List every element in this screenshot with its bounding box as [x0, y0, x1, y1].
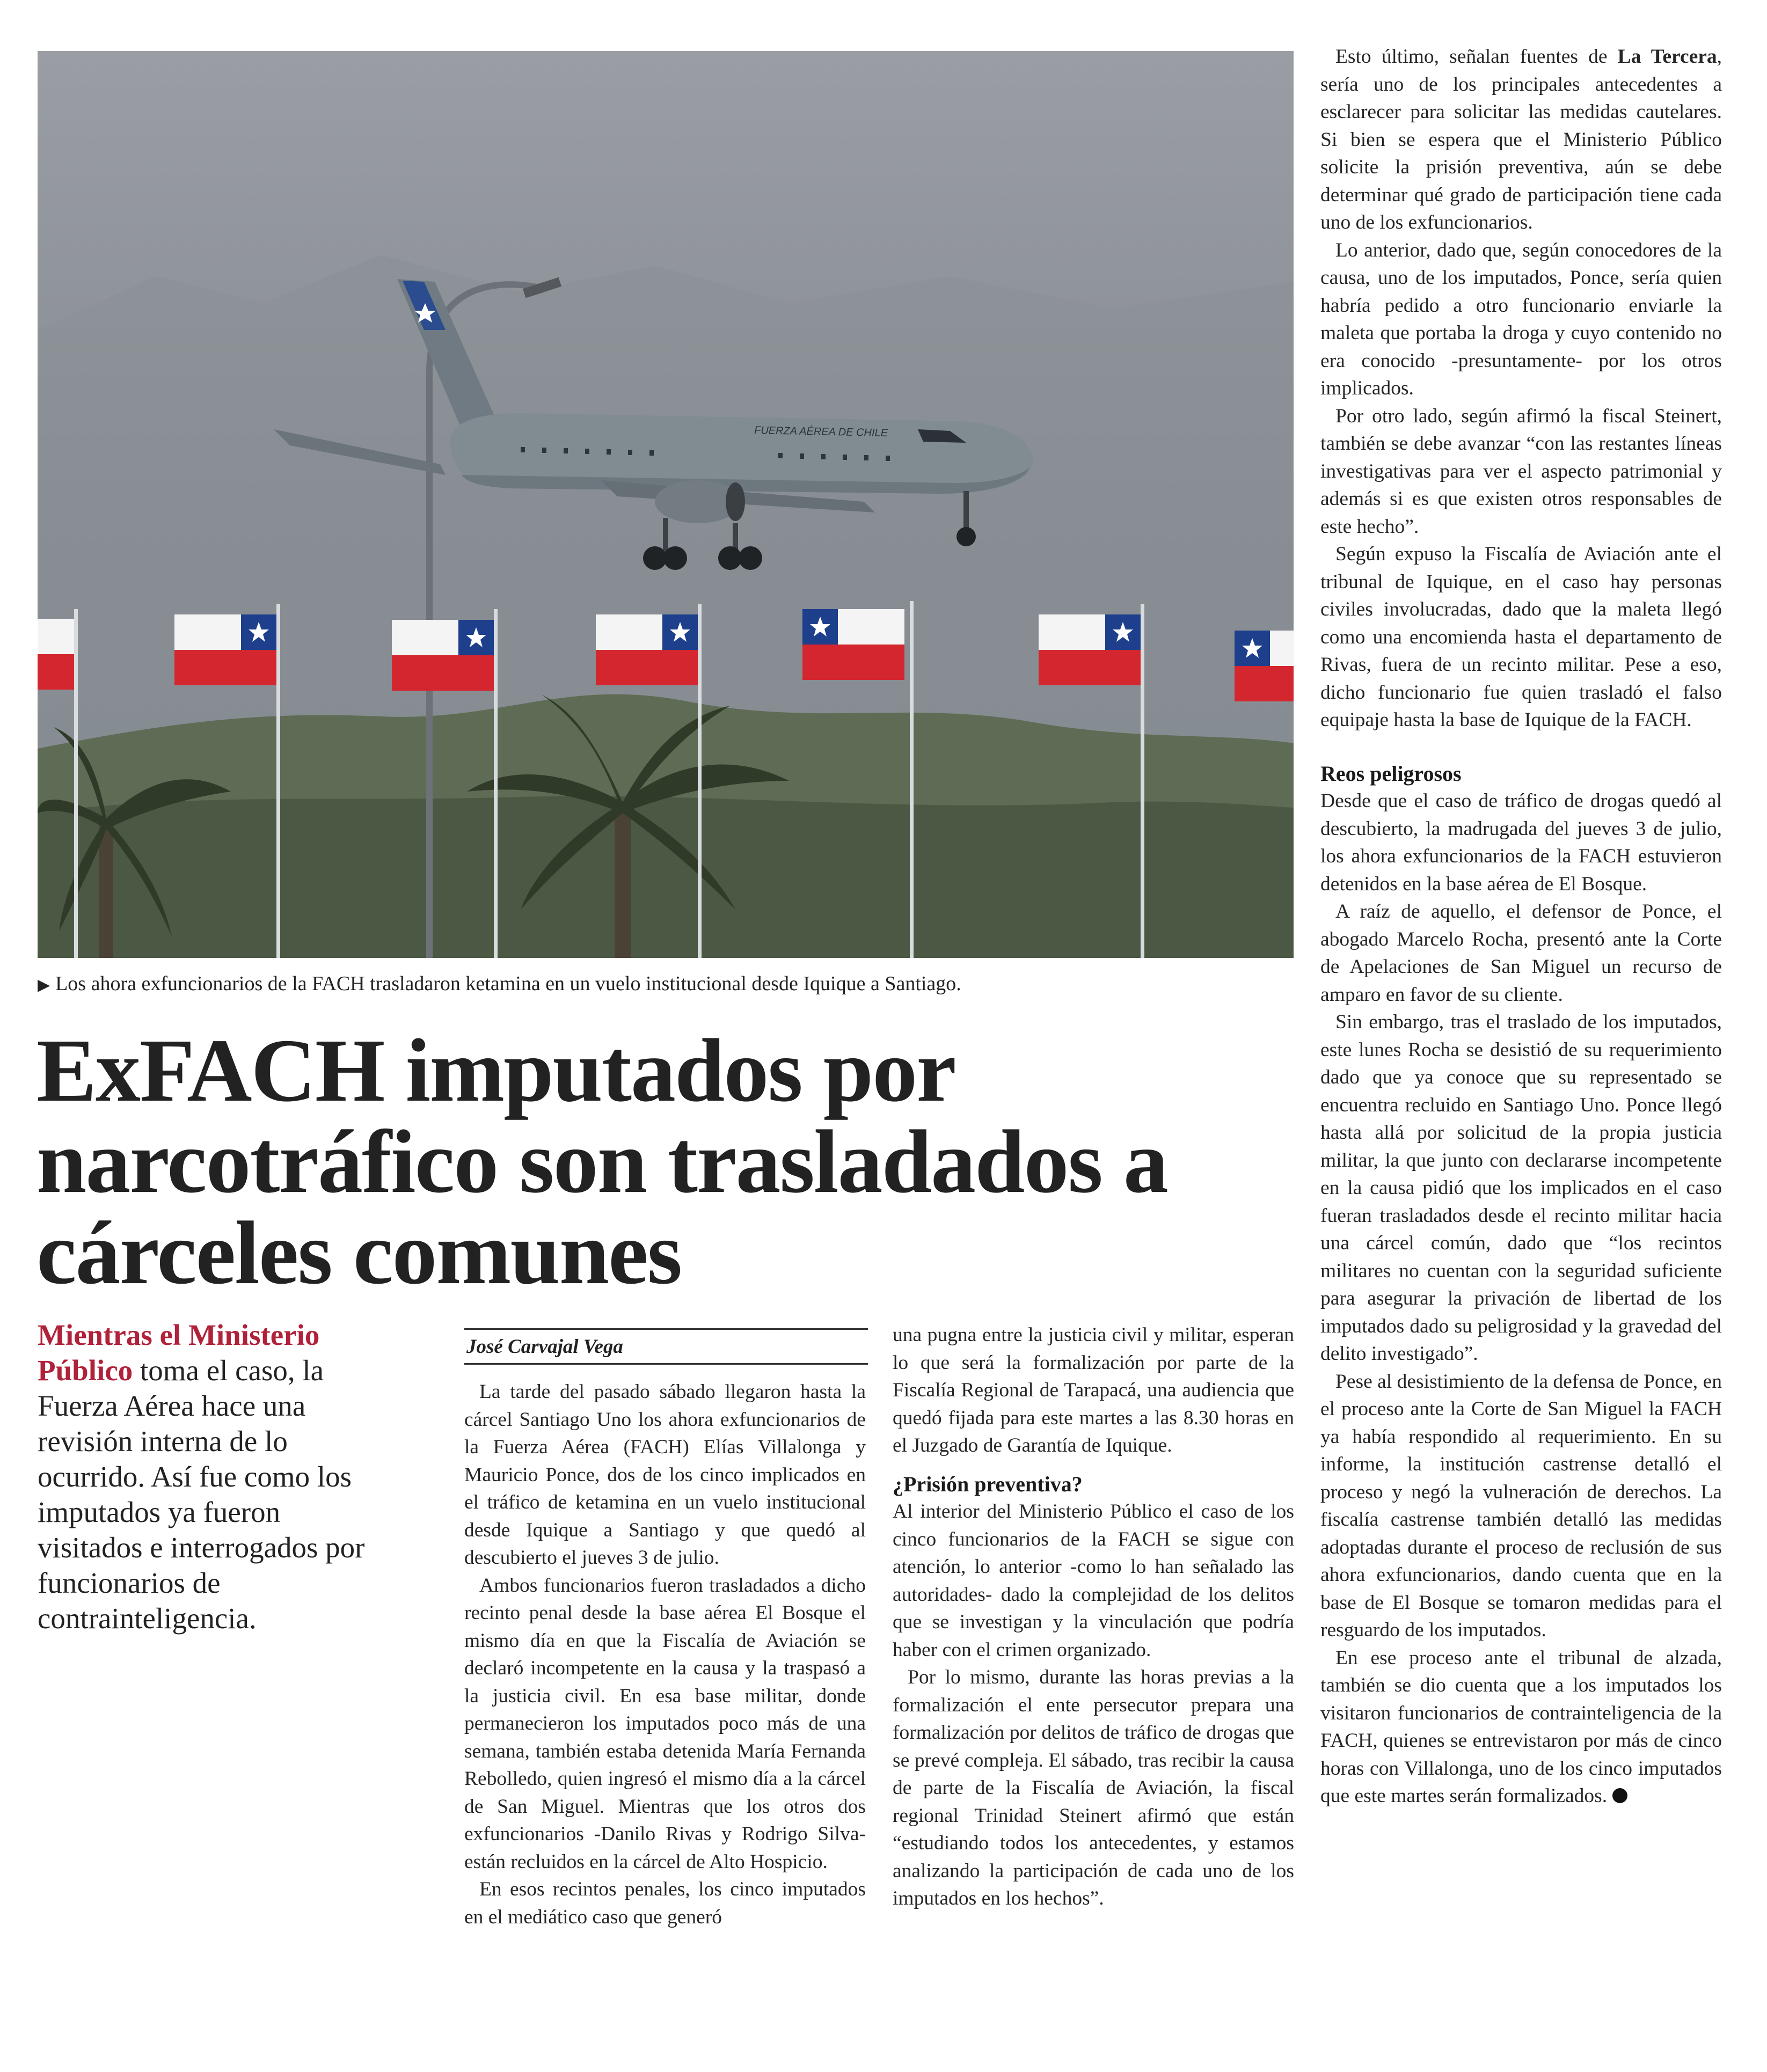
body-paragraph: Desde que el caso de tráfico de drogas quedó al descubierto, la madrugada del jueves 3 de julio, los ahora exfuncionarios de la FACH estuvieron detenidos en la base aérea de El Bosque. [1320, 790, 1722, 895]
body-paragraph: Por lo mismo, durante las horas previas a la formalización el ente persecutor prepara una formalización por delitos de tráfico de drogas que se prevé compleja. El sábado, tras recibir la causa de parte de la Fiscalía de Aviación, la fiscal regional Trinidad Steinert afirmó que están “estudiando todos los antecedentes, y estamos analizando la participación de cada uno de los imputados en los hechos”. [893, 1666, 1294, 1909]
lead-highlight: Mientras el Ministerio Público [38, 1319, 320, 1387]
caption-arrow-icon: ▶ [38, 976, 50, 994]
body-paragraph: Lo anterior, dado que, según conocedores de la causa, uno de los imputados, Ponce, sería quien habría pedido a otro funcionario enviarle la maleta que portaba la droga y cuyo contenido no era conocido -presuntamente- por los otros implicados. [1320, 239, 1722, 399]
body-paragraph: Pese al desistimiento de la defensa de Ponce, en el proceso ante la Corte de San Miguel la FACH ya había respondido al requerimiento. En su informe, la institución castrense detalló el proceso y negó la vulneración de derechos. La fiscalía castrense también detalló las medidas adoptadas durante el proceso de reclusión de sus ahora exfuncionarios, dando cuenta que en la base de El Bosque se tomaron medidas para el resguardo de los imputados. [1320, 1370, 1722, 1641]
body-paragraph: Sin embargo, tras el traslado de los imputados, este lunes Rocha se desistió de su requerimiento dado que ya conoce que su representado se encuentra recluido en Santiago Uno. Ponce llegó hasta allá por solicitud de la propia justicia militar, la que junto con declararse incompetente en la causa pidió que los implicados en el caso fueran trasladados desde el recinto militar hacia una cárcel común, dado que “los recintos militares no cuentan con la seguridad suficiente para asegurar la privación de libertad de los imputados dado su peligrosidad y la gravedad del delito investigado”. [1320, 1011, 1722, 1365]
headline: ExFACH imputados por narcotráfico son trasladados a cárceles comunes [36, 1021, 1167, 1303]
news-photo [38, 51, 1294, 958]
body-paragraph: Según expuso la Fiscalía de Aviación ante el tribunal de Iquique, en el caso hay personas civiles involucradas, dado que la maleta llegó como una encomienda hasta el departamento de Rivas, fuera de un recinto militar. Pese a eso, dicho funcionario fue quien trasladó el falso equipaje hasta la base de Iquique de la FACH. [1320, 543, 1722, 731]
body-paragraph: Esto último, señalan fuentes de La Tercera, sería uno de los principales antecedentes a esclarecer para solicitar las medidas cautelares. Si bien se espera que el Ministerio Público solicite la prisión preventiva, aún se debe determinar qué grado de participación tiene cada uno de los exfuncionarios. [1320, 46, 1722, 233]
body-paragraph: Por otro lado, según afirmó la fiscal Steinert, también se debe avanzar “con las restantes líneas investigativas para ver el aspecto patrimonial y además si es que existen otros responsables de este hecho”. [1320, 405, 1722, 538]
body-paragraph: A raíz de aquello, el defensor de Ponce, el abogado Marcelo Rocha, presentó ante la Corte de Apelaciones de San Miguel un recurso de amparo en favor de su cliente. [1320, 900, 1722, 1006]
end-of-article-icon [1612, 1788, 1627, 1803]
byline: José Carvajal Vega [464, 1328, 868, 1365]
body-paragraph: Al interior del Ministerio Público el caso de los cinco funcionarios de la FACH se sigue con atención, lo anterior -como lo han señalado las autoridades- dado la complejidad de los delitos que se investigan y la vinculación que podría haber con el crimen organizado. [893, 1500, 1294, 1661]
lead-paragraph [38, 1317, 365, 1636]
lead-text: toma el caso, la Fuerza Aérea hace una revisión interna de lo ocurrido. Así fue como los imputados ya fueron visitados e interrogados por funcionarios de contrainteligencia. [38, 1354, 365, 1635]
photo-illustration [38, 51, 1294, 958]
body-column-2 [893, 1321, 1294, 1913]
body-column-1 [464, 1378, 866, 1931]
body-paragraph: En ese proceso ante el tribunal de alzada, también se dio cuenta que a los imputados los visitaron funcionarios de contrainteligencia de la FACH, quienes se entrevistaron por más de cinco horas con Villalonga, uno de los cinco imputados que este martes serán formalizados. [1320, 1646, 1722, 1807]
photo-caption [38, 970, 1294, 999]
subheading-reos-peligrosos: Reos peligrosos [1320, 761, 1462, 786]
body-paragraph: En esos recintos penales, los cinco imputados en el mediático caso que generó [464, 1878, 866, 1928]
caption-text: Los ahora exfuncionarios de la FACH trasladaron ketamina en un vuelo institucional desde Iquique a Santiago. [55, 972, 961, 995]
body-paragraph: La tarde del pasado sábado llegaron hasta la cárcel Santiago Uno los ahora exfuncionarios de la Fuerza Aérea (FACH) Elías Villalonga y Mauricio Ponce, dos de los cinco implicados en el tráfico de ketamina en un vuelo institucional desde Iquique a Santiago y que quedó al descubierto el jueves 3 de julio. [464, 1381, 866, 1569]
body-paragraph: una pugna entre la justicia civil y militar, esperan lo que será la formalización por parte de la Fiscalía Regional de Tarapacá, una audiencia que quedó fijada para este martes a las 8.30 horas en el Juzgado de Garantía de Iquique. [893, 1324, 1294, 1456]
svg-text:FUERZA AÉREA DE CHILE: FUERZA AÉREA DE CHILE [754, 424, 888, 440]
newspaper-name: La Tercera [1617, 46, 1717, 68]
body-paragraph: Ambos funcionarios fueron trasladados a dicho recinto penal desde la base aérea El Bosque el mismo día en que la Fiscalía de Aviación se declaró incompetente en la causa y la traspasó a la justicia civil. En esa base militar, donde permanecieron los imputados poco más de una semana, también estaba detenida María Fernanda Rebolledo, quien ingresó el mismo día a la cárcel de San Miguel. Mientras que los otros dos exfuncionarios -Danilo Rivas y Rodrigo Silva- están recluidos en la cárcel de Alto Hospicio. [464, 1574, 866, 1873]
body-column-3 [1320, 43, 1722, 1810]
subheading-prision-preventiva: ¿Prisión preventiva? [893, 1471, 1083, 1496]
